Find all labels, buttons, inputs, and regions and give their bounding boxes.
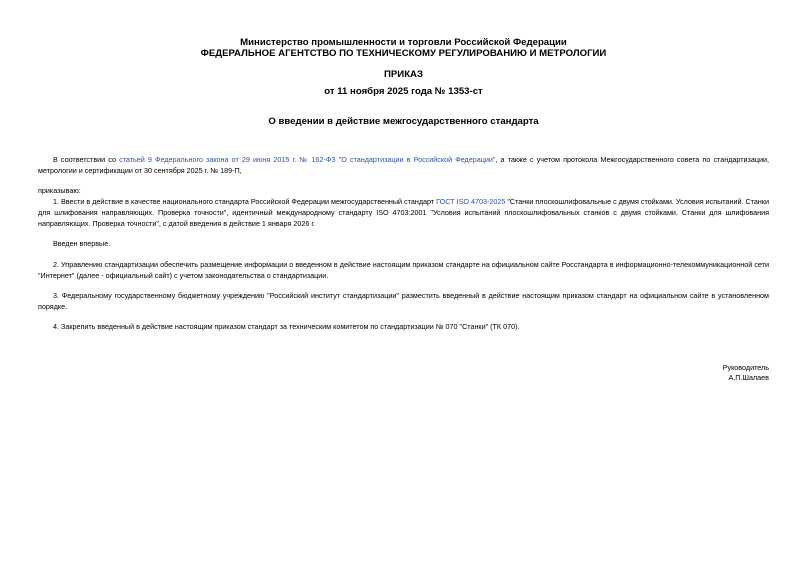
item-1-suffix: "Станки плоскошлифовальные с двумя стойками. Условия испытаний. Станки для шлифования направляющих. Проверка точности", идентичный международному стандарту ISO 4703:2001 "Условия испытаний плоскошлифовальных станков с двумя стойками. Станки для шлифования направляющих. Проверка точности", с датой введения в действие 1 января 2026 г.	[38, 197, 769, 228]
document-date-number: от 11 ноября 2025 года № 1353-ст	[324, 86, 483, 97]
signatory-position: Руководитель	[722, 363, 769, 372]
paragraph-item-2: 2. Управлению стандартизации обеспечить размещение информации о введенном в действие настоящим приказом стандарте на официальном сайте Росстандарта в информационно-телекоммуникационной сети "Интернет" (далее - официальный сайт) с учетом законодательства о стандартизации.	[38, 260, 769, 280]
gost-standard-link[interactable]: ГОСТ ISO 4703-2025	[436, 197, 506, 206]
preamble-suffix: , а также с учетом протокола Межгосударственного совета по стандартизации, метрологии и сертификации от 30 сентября 2025 г. № 189-П,	[38, 155, 769, 175]
paragraph-first-introduced: Введен впервые.	[53, 239, 111, 248]
federal-law-link[interactable]: статьей 9 Федерального закона от 29 июня 2015 г. № 162-ФЗ "О стандартизации в Российской Федерации"	[119, 155, 496, 164]
ministry-name: Министерство промышленности и торговли Российской Федерации	[240, 37, 567, 48]
paragraph-item-1	[38, 196, 769, 229]
paragraph-preamble	[38, 154, 769, 176]
document-type: ПРИКАЗ	[384, 69, 423, 80]
paragraph-item-4: 4. Закрепить введенный в действие настоящим приказом стандарт за техническим комитетом по стандартизации № 070 "Станки" (ТК 070).	[53, 322, 520, 331]
order-word: приказываю:	[38, 186, 81, 195]
agency-name: ФЕДЕРАЛЬНОЕ АГЕНТСТВО ПО ТЕХНИЧЕСКОМУ РЕГУЛИРОВАНИЮ И МЕТРОЛОГИИ	[200, 48, 607, 59]
paragraph-item-3: 3. Федеральному государственному бюджетному учреждению "Российский институт стандартизации" разместить введенный в действие настоящим приказом стандарт на официальном сайте в установленном порядке.	[38, 291, 769, 311]
item-1-prefix: 1. Ввести в действие в качестве национального стандарта Российской Федерации межгосударственный стандарт	[53, 197, 437, 206]
document-title: О введении в действие межгосударственного стандарта	[268, 116, 539, 127]
signatory-name: А.П.Шалаев	[728, 373, 769, 382]
preamble-prefix: В соответствии со	[53, 155, 120, 164]
